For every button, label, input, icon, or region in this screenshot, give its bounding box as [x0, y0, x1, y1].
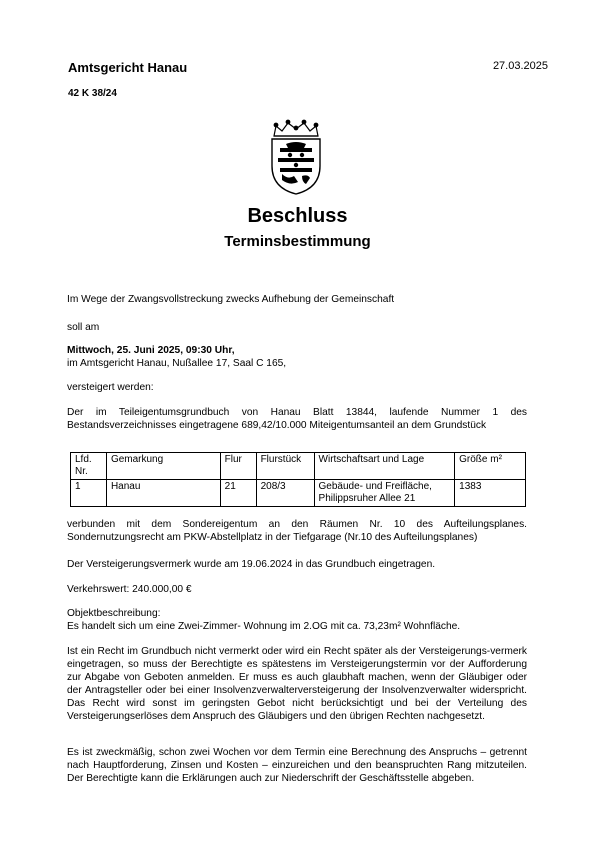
versteigert-paragraph: versteigert werden: — [67, 382, 154, 393]
table-header: Wirtschaftsart und Lage — [314, 453, 455, 480]
page-subtitle: Terminsbestimmung — [224, 233, 371, 250]
table-row — [71, 480, 526, 507]
soll-am-paragraph: soll am — [67, 322, 100, 333]
table-header: Flur — [220, 453, 256, 480]
table-header-row — [71, 453, 526, 480]
sondereigentum-paragraph: verbunden mit dem Sondereigentum an den Räumen Nr. 10 des Aufteilungsplanes. Sondernutzungsrecht am PKW-Abstellplatz in der Tiefgarage (Nr.10 des Aufteilungsplanes) — [67, 519, 527, 543]
calculation-paragraph: Es ist zweckmäßig, schon zwei Wochen vor dem Termin eine Berechnung des Anspruchs – getrennt nach Hauptforderung, Zinsen und Kosten – einzureichen und den beanspruchten Rang mitzuteilen. Der Berechtigte kann die Erklärungen auch zur Niederschrift der Geschäftsstelle abgeben. — [67, 747, 527, 784]
table-header: Gemarkung — [106, 453, 220, 480]
table-header: Größe m² — [455, 453, 526, 480]
auction-location: im Amtsgericht Hanau, Nußallee 17, Saal C 165, — [67, 358, 287, 369]
table-header: Lfd. Nr. — [71, 453, 107, 480]
document-date: 27.03.2025 — [492, 60, 548, 72]
court-name: Amtsgericht Hanau — [68, 60, 188, 75]
page-title: Beschluss — [247, 205, 348, 227]
verkehrswert: Verkehrswert: 240.000,00 € — [67, 584, 192, 595]
table-cell: Gebäude- und Freifläche, Philippsruher Allee 21 — [314, 480, 455, 507]
intro-paragraph: Im Wege der Zwangsvollstreckung zwecks Aufhebung der Gemeinschaft — [67, 294, 395, 305]
property-table — [70, 452, 526, 507]
vermerk-paragraph: Der Versteigerungsvermerk wurde am 19.06.2024 in das Grundbuch eingetragen. — [67, 559, 436, 570]
case-number: 42 K 38/24 — [68, 88, 117, 99]
table-header: Flurstück — [256, 453, 314, 480]
objektbeschreibung-label: Objektbeschreibung: — [67, 608, 161, 619]
rights-paragraph: Ist ein Recht im Grundbuch nicht vermerkt oder wird ein Recht später als der Versteigerungs-vermerk eingetragen, so muss der Berechtigte es spätestens im Versteigerungstermin vor der Aufforderung zur Abgabe von Geboten anmelden. Er muss es auch glaubhaft machen, wenn der Gläubiger oder der Antragsteller oder bei einer Insolvenzverwalterversteigerung der Insolvenzverwalter widerspricht. Das Recht wird sonst im geringsten Gebot nicht berücksichtigt und bei der Verteilung des Versteigerungserlöses dem Anspruch des Gläubigers und den übrigen Rechten nachgesetzt. — [67, 646, 527, 722]
table-cell: 208/3 — [256, 480, 314, 507]
auction-date: Mittwoch, 25. Juni 2025, 09:30 Uhr, — [67, 345, 235, 356]
table-cell: 1383 — [455, 480, 526, 507]
property-paragraph: Der im Teileigentumsgrundbuch von Hanau Blatt 13844, laufende Nummer 1 des Bestandsverzeichnisses eingetragene 689,42/10.000 Miteigentumsanteil an dem Grundstück — [67, 407, 527, 431]
table-cell: 21 — [220, 480, 256, 507]
objektbeschreibung-text: Es handelt sich um eine Zwei-Zimmer- Wohnung im 2.OG mit ca. 73,23m² Wohnfläche. — [67, 621, 461, 632]
table-cell: Hanau — [106, 480, 220, 507]
table-cell: 1 — [71, 480, 107, 507]
hessen-coat-of-arms-icon — [266, 118, 326, 196]
